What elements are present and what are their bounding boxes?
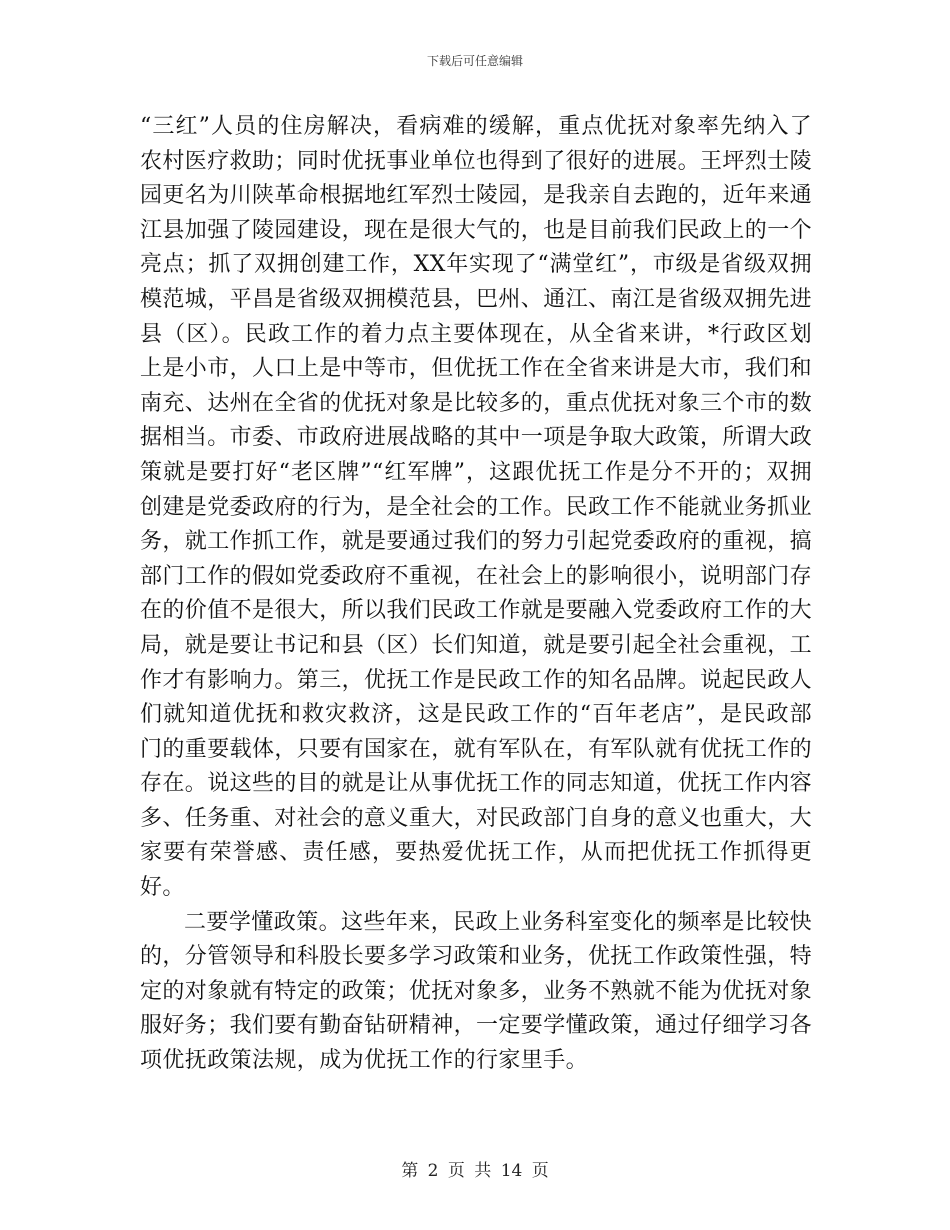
paragraph-continued: “三红”人员的住房解决，看病难的缓解，重点优抚对象率先纳入了农村医疗救助；同时优抚事业单位也得到了很好的进展。王坪烈士陵园更名为川陕革命根据地红军烈士陵园，是我亲自去跑的，近年来通江县加强了陵园建设，现在是很大气的，也是目前我们民政上的一个亮点；抓了双拥创建工作，XX年实现了“满堂红”，市级是省级双拥模范城，平昌是省级双拥模范县，巴州、通江、南江是省级双拥先进县（区）。民政工作的着力点主要体现在，从全省来讲，*行政区划上是小市，人口上是中等市，但优抚工作在全省来讲是大市，我们和南充、达州在全省的优抚对象是比较多的，重点优抚对象三个市的数据相当。市委、市政府进展战略的其中一项是争取大政策，所谓大政策就是要打好“老区牌”“红军牌”，这跟优抚工作是分不开的；双拥创建是党委政府的行为，是全社会的工作。民政工作不能就业务抓业务，就工作抓工作，就是要通过我们的努力引起党委政府的重视，搞部门工作的假如党委政府不重视，在社会上的影响很小，说明部门存在的价值不是很大，所以我们民政工作就是要融入党委政府工作的大局，就是要让书记和县（区）长们知道，就是要引起全社会重视，工作才有影响力。第三，优抚工作是民政工作的知名品牌。说起民政人们就知道优抚和救灾救济，这是民政工作的“百年老店”，是民政部门的重要载体，只要有国家在，就有军队在，有军队就有优抚工作的存在。说这些的目的就是让从事优抚工作的同志知道，优抚工作内容多、任务重、对社会的意义重大，对民政部门自身的意义也重大，大家要有荣誉感、责任感，要热爱优抚工作，从而把优抚工作抓得更好。 bbox=[140, 114, 813, 901]
page-header: 下载后可任意编辑 bbox=[426, 54, 523, 68]
document-body bbox=[140, 110, 812, 1079]
page-number: 第 2 页 共 14 页 bbox=[401, 1161, 549, 1181]
paragraph-study-policy: 二要学懂政策。这些年来，民政上业务科室变化的频率是比较快的，分管领导和科股长要多学习政策和业务，优抚工作政策性强，特定的对象就有特定的政策；优抚对象多，业务不熟就不能为优抚对象服好务；我们要有勤奋钻研精神，一定要学懂政策，通过仔细学习各项优抚政策法规，成为优抚工作的行家里手。 bbox=[140, 909, 813, 1074]
